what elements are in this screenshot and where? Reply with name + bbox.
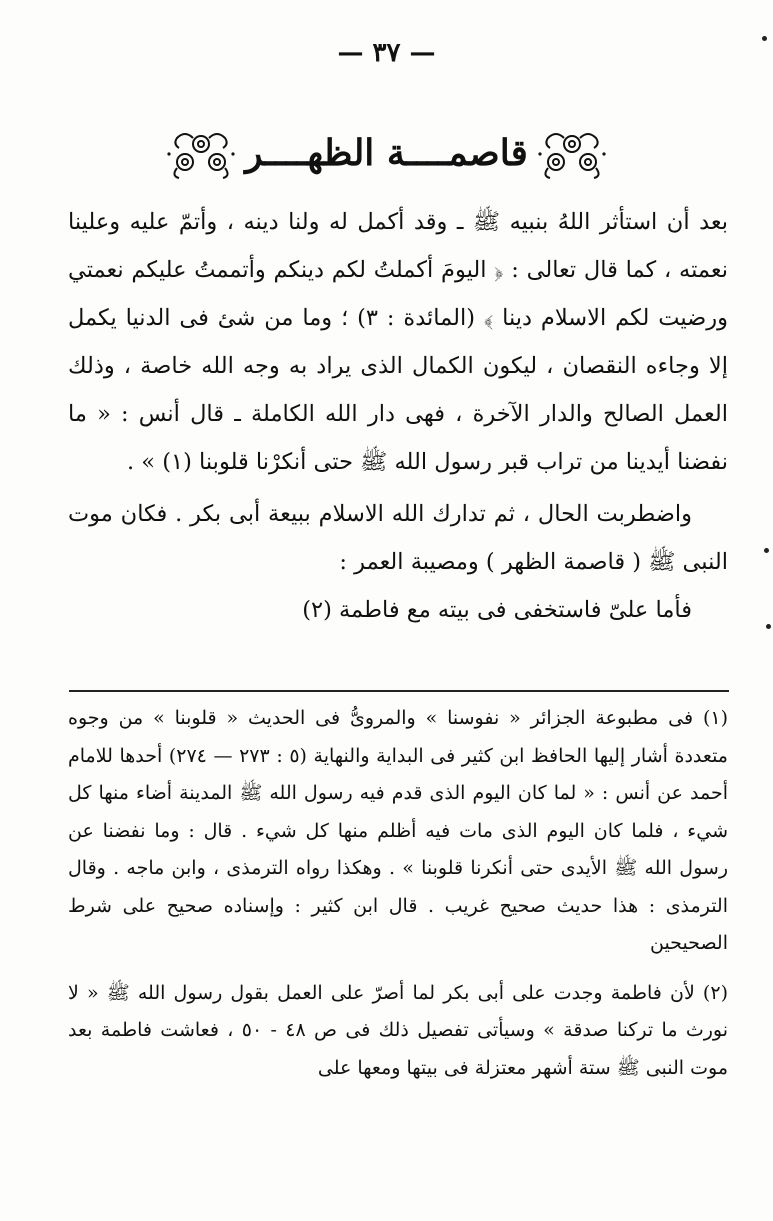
chapter-header bbox=[150, 118, 623, 188]
paragraph-3: فأما علىّ فاستخفى فى بيته مع فاطمة (٢) bbox=[302, 597, 692, 623]
footnotes bbox=[68, 700, 728, 1087]
footnote-2: (٢) لأن فاطمة وجدت على أبى بكر لما أصرّ على العمل بقول رسول الله ﷺ « لا نورث ما تركنا صدقة » وسيأتى تفصيل ذلك فى ص ٤٨ - ٥٠ ، فعاشت فاطمة بعد موت النبى ﷺ ستة أشهر معتزلة فى بيتها ومعها على bbox=[68, 981, 729, 1079]
paragraph-1: بعد أن استأثر اللهُ بنبيه ﷺ ـ وقد أكمل له ولنا دينه ، وأتمّ عليه وعلينا نعمته ، كما قال تعالى : ﴿ اليومَ أكملتُ لكم دينكم وأتممتُ عليكم نعمتي ورضيت لكم الاسلام دينا ﴾ (المائدة : ٣) ؛ وما من شئ فى الدنيا يكمل إلا وجاءه النقصان ، ليكون الكمال الذى يراد به وجه الله خاصة ، وذلك العمل الصالح والدار الآخرة ، فهى دار الله الكاملة ـ قال أنس : « ما نفضنا أيدينا من تراب قبر رسول الله ﷺ حتى أنكرْنا قلوبنا (١) » . bbox=[68, 209, 729, 475]
footnote-1: (١) فى مطبوعة الجزائر « نفوسنا » والمروىُّ فى الحديث « قلوبنا » من وجوه متعددة أشار إليها الحافظ ابن كثير فى البداية والنهاية (٥ : ٢٧٣ — ٢٧٤) أحدها للامام أحمد عن أنس : « لما كان اليوم الذى قدم فيه رسول الله ﷺ المدينة أضاء منها كل شيء ، فلما كان اليوم الذى مات فيه أظلم منها كل شيء . قال : وما نفضنا عن رسول الله ﷺ الأيدى حتى أنكرنا قلوبنا » . وهكذا رواه الترمذى ، وابن ماجه . وقال الترمذى : هذا حديث صحيح غريب . قال ابن كثير : وإسناده صحيح على شرط الصحيحين bbox=[68, 707, 728, 954]
scan-speck bbox=[764, 548, 769, 553]
footnote-divider bbox=[69, 690, 729, 692]
scan-speck bbox=[766, 624, 771, 629]
paragraph-2: واضطربت الحال ، ثم تدارك الله الاسلام ببيعة أبى بكر . فكان موت النبى ﷺ ( قاصمة الظهر ) ومصيبة العمر : bbox=[68, 501, 728, 575]
right-ornament-icon bbox=[536, 124, 608, 182]
chapter-title: قاصمــــة الظهــــر bbox=[245, 132, 528, 174]
page-number: — ٣٧ — bbox=[337, 38, 436, 68]
main-text bbox=[68, 198, 728, 634]
scan-speck bbox=[762, 36, 767, 41]
left-ornament-icon bbox=[165, 124, 237, 182]
